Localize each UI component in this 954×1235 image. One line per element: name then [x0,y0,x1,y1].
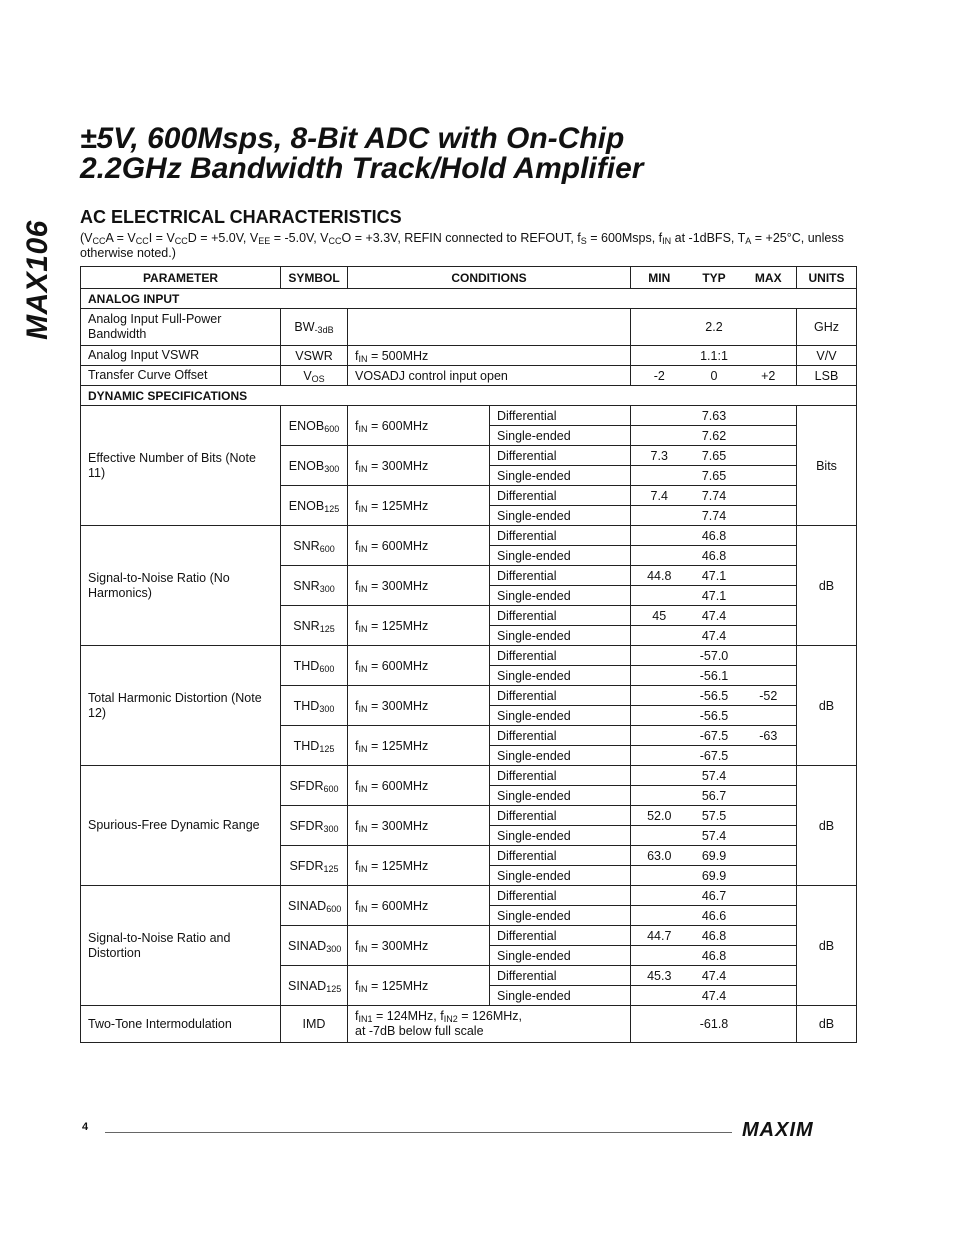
min-cell [631,866,688,886]
table-row [81,406,857,426]
mode-cell: Single-ended [490,826,631,846]
symbol-cell: $V_{OS}$ [281,366,348,386]
typ-cell: 57.4 [688,826,741,846]
page-number: 4 [82,1121,89,1133]
mode-cell: Differential [490,406,631,426]
table-row [81,346,857,366]
mode-cell: Differential [490,726,631,746]
mode-cell: Single-ended [490,506,631,526]
symbol-cell: $SFDR_{300}$ [281,806,348,846]
mode-cell: Differential [490,886,631,906]
header-max: MAX [741,267,797,289]
conditions-cell: $f_{IN} = 500MHz$ [348,346,631,366]
header-parameter: PARAMETER [81,267,281,289]
conditions-cell: $f_{IN} = 300MHz$ [348,806,490,846]
units-cell: GHz [797,309,857,346]
max-cell [741,906,797,926]
section-analog-input: ANALOG INPUT [81,289,857,309]
typ-cell: 47.1 [688,566,741,586]
min-cell [631,406,688,426]
max-cell [741,846,797,866]
mode-cell: Single-ended [490,706,631,726]
min-cell [631,1006,688,1043]
typ-cell: 57.4 [688,766,741,786]
table-row [81,646,857,666]
min-cell [631,626,688,646]
footer-rule [105,1132,732,1133]
typ-cell: -67.5 [688,726,741,746]
max-cell [741,426,797,446]
header-conditions: CONDITIONS [348,267,631,289]
title-line-2: 2.2GHz Bandwidth Track/Hold Amplifier [80,152,644,185]
typ-cell: 1.1:1 [688,346,741,366]
mode-cell: Single-ended [490,426,631,446]
param-cell: Transfer Curve Offset [81,366,281,386]
mode-cell: Single-ended [490,626,631,646]
typ-cell: 69.9 [688,866,741,886]
max-cell [741,786,797,806]
units-cell: dB [797,766,857,886]
symbol-cell: $SNR_{600}$ [281,526,348,566]
section-row [81,386,857,406]
min-cell [631,646,688,666]
typ-cell: -56.5 [688,706,741,726]
mode-cell: Differential [490,446,631,466]
typ-cell: 57.5 [688,806,741,826]
units-cell: dB [797,1006,857,1043]
table-row [81,309,857,346]
table-header-row [81,267,857,289]
typ-cell: -56.1 [688,666,741,686]
min-cell [631,766,688,786]
min-cell: 52.0 [631,806,688,826]
conditions-cell: $f_{IN} = 125MHz$ [348,726,490,766]
min-cell: 63.0 [631,846,688,866]
table-row [81,526,857,546]
min-cell [631,666,688,686]
max-cell [741,946,797,966]
min-cell [631,686,688,706]
header-typ: TYP [688,267,741,289]
conditions-cell: $f_{IN} = 125MHz$ [348,966,490,1006]
symbol-cell: $SNR_{125}$ [281,606,348,646]
typ-cell: 47.4 [688,606,741,626]
max-cell [741,666,797,686]
symbol-cell: $SNR_{300}$ [281,566,348,606]
min-cell [631,466,688,486]
min-cell [631,526,688,546]
section-dynamic-specs: DYNAMIC SPECIFICATIONS [81,386,857,406]
max-cell [741,706,797,726]
max-cell [741,466,797,486]
typ-cell: 46.7 [688,886,741,906]
mode-cell: Single-ended [490,586,631,606]
min-cell: 45.3 [631,966,688,986]
typ-cell: 0 [688,366,741,386]
param-cell: Analog Input Full-Power Bandwidth [81,309,281,346]
mode-cell: Single-ended [490,946,631,966]
symbol-cell: $BW_{-3dB}$ [281,309,348,346]
typ-cell: 46.8 [688,946,741,966]
typ-cell: 7.74 [688,506,741,526]
symbol-cell: $SINAD_{600}$ [281,886,348,926]
max-cell [741,966,797,986]
typ-cell: 46.6 [688,906,741,926]
mode-cell: Single-ended [490,666,631,686]
max-cell: +2 [741,366,797,386]
mode-cell: Differential [490,646,631,666]
max-cell [741,746,797,766]
table-row [81,366,857,386]
part-number-text: MAX106 [21,220,54,340]
table-row [81,766,857,786]
typ-cell: 7.63 [688,406,741,426]
param-cell: Analog Input VSWR [81,346,281,366]
param-cell: Spurious-Free Dynamic Range [81,766,281,886]
units-cell: V/V [797,346,857,366]
units-cell: dB [797,646,857,766]
min-cell [631,986,688,1006]
max-cell [741,766,797,786]
page-title [80,124,880,184]
table-row [81,1006,857,1043]
mode-cell: Differential [490,526,631,546]
conditions-cell: $f_{IN} = 600MHz$ [348,886,490,926]
max-cell [741,446,797,466]
typ-cell: 2.2 [688,309,741,346]
min-cell: -2 [631,366,688,386]
mode-cell: Differential [490,806,631,826]
max-cell [741,986,797,1006]
mode-cell: Single-ended [490,786,631,806]
param-cell: Signal-to-Noise Ratio (No Harmonics) [81,526,281,646]
max-cell [741,866,797,886]
max-cell [741,646,797,666]
min-cell [631,946,688,966]
header-units: UNITS [797,267,857,289]
conditions-cell: VOSADJ control input open [348,366,631,386]
conditions-cell: $f_{IN} = 125MHz$ [348,486,490,526]
symbol-cell: $SFDR_{600}$ [281,766,348,806]
max-cell [741,346,797,366]
max-cell [741,626,797,646]
max-cell [741,406,797,426]
max-cell [741,566,797,586]
typ-cell: -67.5 [688,746,741,766]
typ-cell: 46.8 [688,546,741,566]
conditions-cell: $f_{IN} = 300MHz$ [348,446,490,486]
symbol-cell: $SINAD_{300}$ [281,926,348,966]
symbol-cell: $ENOB_{125}$ [281,486,348,526]
min-cell [631,346,688,366]
conditions-cell: $f_{IN1} = 124MHz$, $f_{IN2} = 126MHz$, at -7dB below full scale [348,1006,631,1043]
min-cell [631,746,688,766]
mode-cell: Differential [490,926,631,946]
symbol-cell: $SINAD_{125}$ [281,966,348,1006]
typ-cell: 7.74 [688,486,741,506]
header-symbol: SYMBOL [281,267,348,289]
mode-cell: Single-ended [490,866,631,886]
min-cell [631,309,688,346]
symbol-cell: $SFDR_{125}$ [281,846,348,886]
min-cell: 7.4 [631,486,688,506]
mode-cell: Differential [490,606,631,626]
max-cell [741,526,797,546]
section-row [81,289,857,309]
conditions-cell: $f_{IN} = 125MHz$ [348,846,490,886]
spec-table [80,266,857,1043]
typ-cell: 47.4 [688,626,741,646]
max-cell [741,606,797,626]
conditions-cell: $f_{IN} = 600MHz$ [348,646,490,686]
units-cell: dB [797,886,857,1006]
mode-cell: Differential [490,966,631,986]
typ-cell: -56.5 [688,686,741,706]
symbol-cell: $ENOB_{600}$ [281,406,348,446]
symbol-cell: $THD_{300}$ [281,686,348,726]
mode-cell: Differential [490,766,631,786]
max-cell: -63 [741,726,797,746]
conditions-cell: $f_{IN} = 600MHz$ [348,406,490,446]
typ-cell: 46.8 [688,526,741,546]
units-cell: dB [797,526,857,646]
min-cell [631,706,688,726]
symbol-cell: IMD [281,1006,348,1043]
min-cell: 44.7 [631,926,688,946]
typ-cell: 47.4 [688,966,741,986]
max-cell [741,806,797,826]
min-cell [631,506,688,526]
side-part-number [8,205,68,355]
min-cell: 7.3 [631,446,688,466]
min-cell: 44.8 [631,566,688,586]
typ-cell: -61.8 [688,1006,741,1043]
mode-cell: Single-ended [490,466,631,486]
title-line-1: ±5V, 600Msps, 8-Bit ADC with On-Chip [80,122,625,155]
symbol-cell: $THD_{125}$ [281,726,348,766]
max-cell [741,1006,797,1043]
conditions-cell: $f_{IN} = 600MHz$ [348,766,490,806]
conditions-note: ($V_{CC}A = V_{CC}I = V_{CC}D = +5.0V$, $V_{EE} = -5.0V$, $V_{CC}O = +3.3V$, REFIN connected to REFOUT, $f_S$ = 600Msps, $f_{IN}$ at -1dBFS, $T_A = +25^\circ C$, unless otherwise noted.) [80,231,844,260]
header-min: MIN [631,267,688,289]
max-cell [741,586,797,606]
min-cell: 45 [631,606,688,626]
min-cell [631,906,688,926]
table-row [81,886,857,906]
min-cell [631,886,688,906]
min-cell [631,426,688,446]
conditions-cell: $f_{IN} = 300MHz$ [348,566,490,606]
typ-cell: 69.9 [688,846,741,866]
max-cell [741,546,797,566]
conditions-cell: $f_{IN} = 125MHz$ [348,606,490,646]
typ-cell: -57.0 [688,646,741,666]
typ-cell: 7.62 [688,426,741,446]
symbol-cell: VSWR [281,346,348,366]
max-cell [741,886,797,906]
max-cell [741,926,797,946]
max-cell [741,826,797,846]
typ-cell: 7.65 [688,446,741,466]
mode-cell: Single-ended [490,546,631,566]
typ-cell: 7.65 [688,466,741,486]
param-cell: Effective Number of Bits (Note 11) [81,406,281,526]
mode-cell: Single-ended [490,906,631,926]
conditions-cell: $f_{IN} = 600MHz$ [348,526,490,566]
units-cell: Bits [797,406,857,526]
min-cell [631,726,688,746]
typ-cell: 47.1 [688,586,741,606]
conditions-cell: $f_{IN} = 300MHz$ [348,686,490,726]
symbol-cell: $THD_{600}$ [281,646,348,686]
min-cell [631,586,688,606]
mode-cell: Differential [490,486,631,506]
min-cell [631,826,688,846]
mode-cell: Differential [490,686,631,706]
mode-cell: Single-ended [490,746,631,766]
symbol-cell: $ENOB_{300}$ [281,446,348,486]
param-cell: Two-Tone Intermodulation [81,1006,281,1043]
max-cell [741,486,797,506]
param-cell: Signal-to-Noise Ratio and Distortion [81,886,281,1006]
conditions-cell: $f_{IN} = 300MHz$ [348,926,490,966]
min-cell [631,546,688,566]
typ-cell: 56.7 [688,786,741,806]
param-cell: Total Harmonic Distortion (Note 12) [81,646,281,766]
min-cell [631,786,688,806]
max-cell [741,506,797,526]
max-cell [741,309,797,346]
mode-cell: Single-ended [490,986,631,1006]
max-cell: -52 [741,686,797,706]
typ-cell: 46.8 [688,926,741,946]
maxim-logo: MAXIM [742,1119,814,1141]
section-heading: AC ELECTRICAL CHARACTERISTICS [80,207,402,227]
mode-cell: Differential [490,566,631,586]
units-cell: LSB [797,366,857,386]
typ-cell: 47.4 [688,986,741,1006]
conditions-cell [348,309,631,346]
mode-cell: Differential [490,846,631,866]
